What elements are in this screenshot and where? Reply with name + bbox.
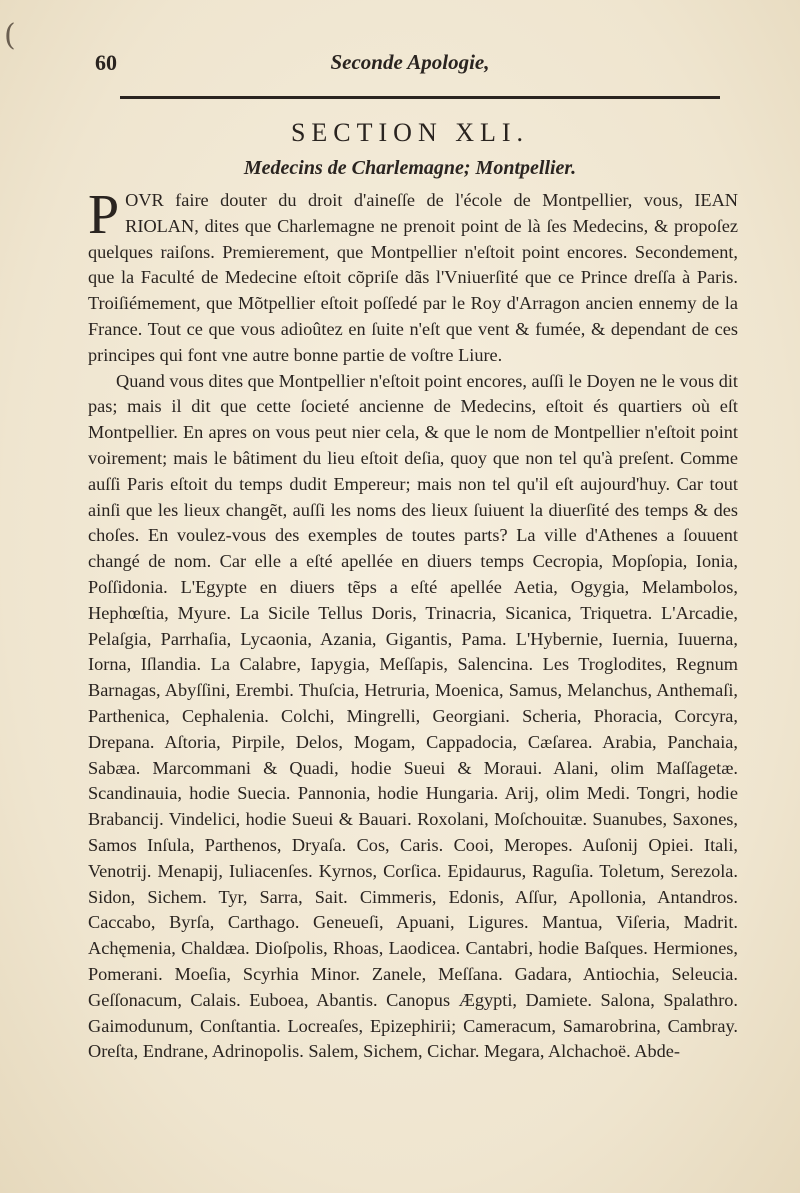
page-header <box>95 50 725 84</box>
paragraph-1-text: OVR faire douter du droit d'aineſſe de l'école de Montpellier, vous, IEAN RIOLAN, dites que Charlemagne ne prenoit point de là ſes Medecins, & propoſez quelques raiſons. Premierement, que Montpellier n'eſtoit point encores. Secondement, que la Faculté de Medecine eſtoit cõpriſe dãs l'Vniuerſité que ce Prince dreſſa à Paris. Troiſiémement, que Mõtpellier eſtoit poſſedé par le Roy d'Arragon ancien ennemy de la France. Tout ce que vous adioûtez en ſuite n'eſt que vent & fumée, & dependant de ces principes qui font vne autre bonne partie de voſtre Liure. <box>88 190 738 365</box>
body-text <box>88 184 738 1065</box>
header-rule <box>120 96 720 99</box>
running-title: Seconde Apologie, <box>330 50 490 74</box>
section-title: SECTION XLI. <box>290 118 530 147</box>
page-number: 60 <box>95 50 117 75</box>
paragraph-1 <box>88 184 738 369</box>
drop-cap: P <box>88 184 120 246</box>
paragraph-2: Quand vous dites que Montpellier n'eſtoit point encores, auſſi le Doyen ne le vous dit pas; mais il dit que cette ſocieté ancienne de Medecins, eſtoit és quartiers où eſt Montpellier. En apres on vous peut nier cela, & que le nom de Montpellier n'eſtoit point voirement; mais le bâtiment du lieu eſtoit deſia, quoy que non tel qu'à preſent. Comme auſſi Paris eſtoit du temps dudit Empereur; mais non tel qu'il eſt aujourd'huy. Car tout ainſi que les lieux changẽt, auſſi les noms des lieux ſuiuent la diuerſité des temps & des choſes. En voulez-vous des exemples de toutes parts? La ville d'Athenes a ſouuent changé de nom. Car elle a eſté apellée en diuers temps Cecropia, Mopſopia, Ionia, Poſſidonia. L'Egypte en diuers tẽps a eſté apellée Aetia, Ogygia, Melambolos, Hephœſtia, Myure. La Sicile Tellus Doris, Trinacria, Sicanica, Triquetra. L'Arcadie, Pelaſgia, Parrhaſia, Lycaonia, Azania, Gigantis, Pama. L'Hybernie, Iuernia, Iuuerna, Iorna, Iſlandia. La Calabre, Iapygia, Meſſapis, Salencina. Les Troglodites, Regnum Barnagas, Abyſſini, Erembi. Thuſcia, Hetruria, Moenica, Samus, Melanchus, Anthemaſi, Parthenica, Cephalenia. Colchi, Mingrelli, Georgiani. Scheria, Phoracia, Corcyra, Drepana. Aſtoria, Pirpile, Delos, Mogam, Cappadocia, Cæſarea. Arabia, Panchaia, Sabæa. Marcommani & Quadi, hodie Sueui & Moraui. Alani, olim Maſſagetæ. Scandinauia, hodie Suecia. Pannonia, hodie Hungaria. Arij, olim Medi. Tongri, hodie Brabancij. Vindelici, hodie Sueui & Bauari. Roxolani, Moſchouitæ. Suanubes, Saxones, Samos Inſula, Parthenos, Dryaſa. Cos, Caris. Cooi, Meropes. Auſonij Opiei. Itali, Venotrij. Menapij, Iuliacenſes. Kyrnos, Corſica. Epidaurus, Raguſia. Toletum, Serezola. Sidon, Sichem. Tyr, Sarra, Sait. Cimmeris, Edonis, Aſſur, Apollonia, Antandros. Caccabo, Byrſa, Carthago. Geneueſi, Apuani, Ligures. Mantua, Viſeria, Madrit. Achęmenia, Chaldæa. Dioſpolis, Rhoas, Laodicea. Cantabri, hodie Baſques. Hermiones, Pomerani. Moeſia, Scyrhia Minor. Zanele, Meſſana. Gadara, Antiochia, Seleucia. Geſſonacum, Calais. Euboea, Abantis. Canopus Ægypti, Damiete. Salona, Spalathro. Gaimodunum, Conſtantia. Locreaſes, Epizephirii; Cameracum, Samarobrina, Cambray. Oreſta, Endrane, Adrinopolis. Salem, Sichem, Cichar. Megara, Alchachoë. Abde- <box>88 370 738 1062</box>
section-subtitle: Medecins de Charlemagne; Montpellier. <box>243 157 577 179</box>
margin-mark: ( <box>4 18 16 53</box>
